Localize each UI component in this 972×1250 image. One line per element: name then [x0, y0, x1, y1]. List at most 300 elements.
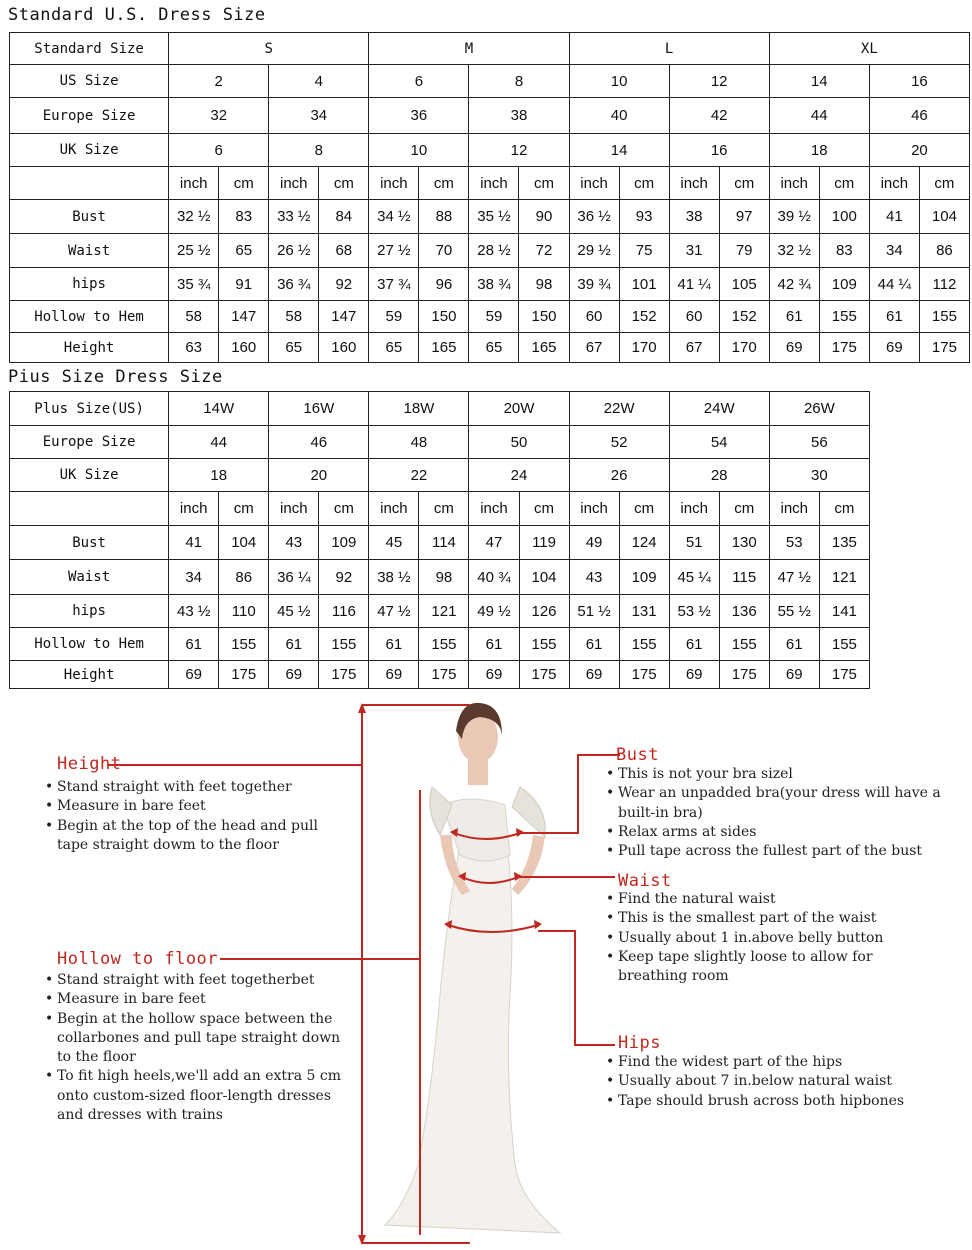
measure-cell: 44 ¼	[869, 268, 919, 301]
measure-row	[10, 333, 970, 363]
measure-cell: 150	[519, 301, 569, 333]
measure-cell: 36 ½	[569, 200, 619, 234]
measure-cell: 29 ½	[569, 234, 619, 268]
dress-shape	[385, 845, 560, 1233]
measure-cell: 119	[519, 526, 569, 560]
size-cell: 12	[669, 65, 769, 98]
size-cell: 36	[369, 98, 469, 134]
size-cell: 22	[369, 459, 469, 492]
measure-cell: 165	[519, 333, 569, 363]
size-cell: 40	[569, 98, 669, 134]
measure-cell: 36 ¼	[269, 560, 319, 595]
guide-bullet-item: • Pull tape across the fullest part of the bust	[606, 842, 966, 861]
plus-size-title: Pius Size Dress Size	[8, 367, 223, 387]
measure-cell: 69	[269, 661, 319, 689]
measure-cell: 61	[169, 628, 219, 661]
measure-row	[10, 595, 870, 628]
guide-bullet-item: • Find the widest part of the hips	[606, 1053, 936, 1072]
bust-arrow-right	[516, 828, 524, 837]
size-cell: 42	[669, 98, 769, 134]
measure-cell: 70	[419, 234, 469, 268]
measure-cell: 51 ½	[569, 595, 619, 628]
size-cell: 14	[569, 134, 669, 167]
measure-cell: 175	[419, 661, 469, 689]
measure-cell: 35 ½	[469, 200, 519, 234]
measure-cell: 35 ¾	[169, 268, 219, 301]
size-cell: 18	[169, 459, 269, 492]
unit-inch-cell: inch	[569, 492, 619, 526]
measure-cell: 38 ½	[369, 560, 419, 595]
measure-cell: 131	[619, 595, 669, 628]
size-cell: 54	[669, 426, 769, 459]
measure-cell: 105	[719, 268, 769, 301]
unit-cm-cell: cm	[519, 167, 569, 200]
row-label: hips	[10, 268, 169, 301]
measure-cell: 32 ½	[769, 234, 819, 268]
guide-bullet-item: • Usually about 7 in.below natural waist	[606, 1072, 936, 1091]
measure-row	[10, 560, 870, 595]
measure-cell: 69	[869, 333, 919, 363]
size-cell: 30	[769, 459, 869, 492]
row-label: Waist	[10, 234, 169, 268]
measure-cell: 34	[169, 560, 219, 595]
unit-cm-cell: cm	[219, 492, 269, 526]
unit-row	[10, 492, 870, 526]
measure-cell: 49 ½	[469, 595, 519, 628]
measure-cell: 100	[819, 200, 869, 234]
size-row	[10, 459, 870, 492]
hollow-guide-list	[45, 971, 350, 1125]
size-cell: 46	[869, 98, 969, 134]
size-cell: 16	[669, 134, 769, 167]
measure-cell: 61	[369, 628, 419, 661]
unit-inch-cell: inch	[469, 167, 519, 200]
row-label: Bust	[10, 200, 169, 234]
row-label: Height	[10, 333, 169, 363]
measure-cell: 91	[219, 268, 269, 301]
measure-cell: 60	[569, 301, 619, 333]
unit-inch-cell: inch	[669, 167, 719, 200]
measure-row	[10, 301, 970, 333]
size-cell: 44	[769, 98, 869, 134]
unit-cm-cell: cm	[819, 167, 869, 200]
measure-cell: 61	[569, 628, 619, 661]
unit-cm-cell: cm	[619, 167, 669, 200]
measure-cell: 55 ½	[769, 595, 819, 628]
measure-cell: 33 ½	[269, 200, 319, 234]
size-cell: 24W	[669, 392, 769, 426]
measure-cell: 40 ¾	[469, 560, 519, 595]
measure-cell: 32 ½	[169, 200, 219, 234]
measure-cell: 60	[669, 301, 719, 333]
measure-cell: 58	[269, 301, 319, 333]
size-cell: 46	[269, 426, 369, 459]
measure-cell: 61	[869, 301, 919, 333]
row-label: Standard Size	[10, 33, 169, 65]
unit-cm-cell: cm	[319, 167, 369, 200]
measure-cell: 160	[219, 333, 269, 363]
size-cell: 16	[869, 65, 969, 98]
hips-guide-list	[606, 1053, 936, 1111]
measure-cell: 79	[719, 234, 769, 268]
measure-cell: 104	[219, 526, 269, 560]
unit-cm-cell: cm	[419, 492, 469, 526]
measure-cell: 61	[769, 628, 819, 661]
size-cell: 12	[469, 134, 569, 167]
measure-cell: 31	[669, 234, 719, 268]
measure-row	[10, 628, 870, 661]
size-cell: 38	[469, 98, 569, 134]
unit-cm-cell: cm	[519, 492, 569, 526]
unit-cm-cell: cm	[319, 492, 369, 526]
measure-cell: 65	[219, 234, 269, 268]
measure-cell: 39 ¾	[569, 268, 619, 301]
measure-cell: 101	[619, 268, 669, 301]
measure-cell: 96	[419, 268, 469, 301]
unit-cm-cell: cm	[719, 167, 769, 200]
size-cell: 14	[769, 65, 869, 98]
size-cell: 20	[269, 459, 369, 492]
measure-cell: 165	[419, 333, 469, 363]
measure-cell: 45	[369, 526, 419, 560]
size-row	[10, 426, 870, 459]
measure-cell: 130	[719, 526, 769, 560]
measure-cell: 150	[419, 301, 469, 333]
measure-cell: 109	[319, 526, 369, 560]
measure-cell: 175	[219, 661, 269, 689]
hips-arrow-right	[534, 920, 542, 929]
measure-cell: 28 ½	[469, 234, 519, 268]
guide-bullet-item: • Wear an unpadded bra(your dress will have a built-in bra)	[606, 784, 966, 823]
measure-cell: 61	[469, 628, 519, 661]
size-row	[10, 98, 970, 134]
measure-cell: 135	[819, 526, 869, 560]
measure-cell: 47 ½	[369, 595, 419, 628]
measure-cell: 65	[469, 333, 519, 363]
measure-cell: 121	[419, 595, 469, 628]
measure-cell: 83	[819, 234, 869, 268]
measure-cell: 155	[219, 628, 269, 661]
measure-cell: 65	[269, 333, 319, 363]
unit-inch-cell: inch	[469, 492, 519, 526]
size-cell: 24	[469, 459, 569, 492]
empty-cell	[10, 167, 169, 200]
measure-cell: 61	[669, 628, 719, 661]
row-label: UK Size	[10, 134, 169, 167]
size-cell: 20W	[469, 392, 569, 426]
measure-cell: 126	[519, 595, 569, 628]
measure-cell: 175	[819, 333, 869, 363]
measurement-guide	[0, 695, 972, 1250]
measure-cell: 75	[619, 234, 669, 268]
row-label: Waist	[10, 560, 169, 595]
size-group-row	[10, 33, 970, 65]
measure-cell: 61	[269, 628, 319, 661]
row-label: Europe Size	[10, 426, 169, 459]
measure-cell: 41	[869, 200, 919, 234]
measure-cell: 115	[719, 560, 769, 595]
measure-cell: 170	[619, 333, 669, 363]
size-group-cell: XL	[769, 33, 969, 65]
measure-cell: 72	[519, 234, 569, 268]
measure-cell: 98	[519, 268, 569, 301]
size-cell: 8	[269, 134, 369, 167]
guide-bullet-item: • This is the smallest part of the waist	[606, 909, 936, 928]
measure-cell: 69	[169, 661, 219, 689]
measure-cell: 155	[319, 628, 369, 661]
waist-guide-list	[606, 890, 936, 986]
row-label: Hollow to Hem	[10, 628, 169, 661]
measure-cell: 47	[469, 526, 519, 560]
measure-row	[10, 526, 870, 560]
guide-bullet-item: • Measure in bare feet	[45, 797, 350, 816]
measure-cell: 69	[769, 333, 819, 363]
size-cell: 20	[869, 134, 969, 167]
measure-cell: 38 ¾	[469, 268, 519, 301]
measure-cell: 26 ½	[269, 234, 319, 268]
measure-cell: 155	[719, 628, 769, 661]
unit-inch-cell: inch	[669, 492, 719, 526]
row-label: UK Size	[10, 459, 169, 492]
size-cell: 2	[169, 65, 269, 98]
size-row	[10, 134, 970, 167]
unit-inch-cell: inch	[169, 167, 219, 200]
size-cell: 32	[169, 98, 269, 134]
measure-row	[10, 234, 970, 268]
unit-cm-cell: cm	[819, 492, 869, 526]
measure-cell: 155	[819, 628, 869, 661]
measure-cell: 42 ¾	[769, 268, 819, 301]
measure-cell: 155	[519, 628, 569, 661]
bust-guide-list	[606, 765, 966, 861]
measure-cell: 97	[719, 200, 769, 234]
measure-cell: 110	[219, 595, 269, 628]
measure-cell: 116	[319, 595, 369, 628]
measure-cell: 152	[719, 301, 769, 333]
measure-cell: 109	[819, 268, 869, 301]
size-cell: 14W	[169, 392, 269, 426]
row-label: Plus Size(US)	[10, 392, 169, 426]
measure-cell: 36 ¾	[269, 268, 319, 301]
measure-cell: 58	[169, 301, 219, 333]
measure-cell: 39 ½	[769, 200, 819, 234]
measure-cell: 136	[719, 595, 769, 628]
measure-cell: 121	[819, 560, 869, 595]
measure-cell: 152	[619, 301, 669, 333]
measure-cell: 67	[669, 333, 719, 363]
measure-cell: 68	[319, 234, 369, 268]
unit-inch-cell: inch	[169, 492, 219, 526]
measure-cell: 170	[719, 333, 769, 363]
size-cell: 34	[269, 98, 369, 134]
unit-inch-cell: inch	[369, 492, 419, 526]
measure-cell: 109	[619, 560, 669, 595]
measure-cell: 84	[319, 200, 369, 234]
row-label: Hollow to Hem	[10, 301, 169, 333]
measure-cell: 43 ½	[169, 595, 219, 628]
height-guide-list	[45, 778, 350, 855]
measure-cell: 69	[569, 661, 619, 689]
size-cell: 26W	[769, 392, 869, 426]
size-cell: 56	[769, 426, 869, 459]
guide-bullet-item: • Begin at the top of the head and pull tape straight dowm to the floor	[45, 817, 350, 856]
measure-cell: 175	[619, 661, 669, 689]
measure-cell: 86	[919, 234, 969, 268]
measure-cell: 43	[569, 560, 619, 595]
size-cell: 10	[369, 134, 469, 167]
measure-cell: 98	[419, 560, 469, 595]
measure-cell: 104	[519, 560, 569, 595]
guide-bullet-item: • Stand straight with feet together	[45, 778, 350, 797]
unit-inch-cell: inch	[869, 167, 919, 200]
measure-cell: 155	[819, 301, 869, 333]
guide-bullet-item: • Tape should brush across both hipbones	[606, 1092, 936, 1111]
size-cell: 18	[769, 134, 869, 167]
measure-cell: 141	[819, 595, 869, 628]
size-cell: 48	[369, 426, 469, 459]
size-cell: 22W	[569, 392, 669, 426]
measure-cell: 43	[269, 526, 319, 560]
measure-cell: 59	[369, 301, 419, 333]
measure-cell: 53	[769, 526, 819, 560]
size-cell: 28	[669, 459, 769, 492]
unit-inch-cell: inch	[369, 167, 419, 200]
row-label: Europe Size	[10, 98, 169, 134]
unit-cm-cell: cm	[219, 167, 269, 200]
unit-row	[10, 167, 970, 200]
measure-cell: 27 ½	[369, 234, 419, 268]
size-cell: 4	[269, 65, 369, 98]
measure-row	[10, 661, 870, 689]
unit-cm-cell: cm	[419, 167, 469, 200]
measure-cell: 92	[319, 268, 369, 301]
measure-cell: 34	[869, 234, 919, 268]
row-label: hips	[10, 595, 169, 628]
bust-guide-title: Bust	[616, 745, 659, 765]
measure-cell: 51	[669, 526, 719, 560]
row-label: Height	[10, 661, 169, 689]
unit-cm-cell: cm	[619, 492, 669, 526]
measure-cell: 114	[419, 526, 469, 560]
measure-cell: 88	[419, 200, 469, 234]
measure-cell: 65	[369, 333, 419, 363]
measure-cell: 104	[919, 200, 969, 234]
measure-cell: 47 ½	[769, 560, 819, 595]
guide-bullet-item: • Find the natural waist	[606, 890, 936, 909]
measure-cell: 69	[669, 661, 719, 689]
guide-bullet-item: • Relax arms at sides	[606, 823, 966, 842]
unit-inch-cell: inch	[769, 492, 819, 526]
measure-cell: 175	[719, 661, 769, 689]
waist-guide-title: Waist	[618, 871, 672, 891]
size-cell: 52	[569, 426, 669, 459]
measure-cell: 147	[219, 301, 269, 333]
size-cell: 6	[169, 134, 269, 167]
measure-cell: 175	[919, 333, 969, 363]
measure-cell: 38	[669, 200, 719, 234]
standard-size-table	[9, 32, 970, 363]
size-row	[10, 392, 870, 426]
measure-cell: 49	[569, 526, 619, 560]
size-group-cell: M	[369, 33, 569, 65]
measure-cell: 160	[319, 333, 369, 363]
measure-cell: 155	[419, 628, 469, 661]
empty-cell	[10, 492, 169, 526]
measure-row	[10, 200, 970, 234]
hips-guide-title: Hips	[618, 1033, 661, 1053]
measure-cell: 67	[569, 333, 619, 363]
hollow-guide-title: Hollow to floor	[57, 949, 219, 969]
dress-figure	[385, 703, 560, 1233]
right-arm	[512, 835, 545, 895]
guide-bullet-item: • Usually about 1 in.above belly button	[606, 929, 936, 948]
guide-bullet-item: • This is not your bra sizel	[606, 765, 966, 784]
measure-cell: 155	[919, 301, 969, 333]
measure-cell: 83	[219, 200, 269, 234]
size-group-cell: L	[569, 33, 769, 65]
measure-cell: 37 ¾	[369, 268, 419, 301]
guide-bullet-item: • To fit high heels,we'll add an extra 5 cm onto custom-sized floor-length dresses and dresses with trains	[45, 1067, 350, 1125]
height-guide-title: Height	[57, 754, 122, 774]
size-cell: 18W	[369, 392, 469, 426]
measure-cell: 175	[819, 661, 869, 689]
measure-cell: 175	[519, 661, 569, 689]
measure-cell: 93	[619, 200, 669, 234]
size-cell: 10	[569, 65, 669, 98]
measure-cell: 86	[219, 560, 269, 595]
size-row	[10, 65, 970, 98]
measure-cell: 155	[619, 628, 669, 661]
measure-cell: 147	[319, 301, 369, 333]
measure-cell: 53 ½	[669, 595, 719, 628]
guide-bullet-item: • Begin at the hollow space between the collarbones and pull tape straight down to the floor	[45, 1010, 350, 1068]
size-cell: 8	[469, 65, 569, 98]
unit-inch-cell: inch	[569, 167, 619, 200]
measure-cell: 59	[469, 301, 519, 333]
measure-cell: 112	[919, 268, 969, 301]
size-cell: 16W	[269, 392, 369, 426]
measure-cell: 45 ¼	[669, 560, 719, 595]
row-label: US Size	[10, 65, 169, 98]
unit-cm-cell: cm	[919, 167, 969, 200]
measure-cell: 90	[519, 200, 569, 234]
measure-cell: 175	[319, 661, 369, 689]
unit-inch-cell: inch	[769, 167, 819, 200]
guide-bullet-item: • Keep tape slightly loose to allow for breathing room	[606, 948, 936, 987]
measure-cell: 25 ½	[169, 234, 219, 268]
size-cell: 44	[169, 426, 269, 459]
measure-cell: 34 ½	[369, 200, 419, 234]
measure-cell: 61	[769, 301, 819, 333]
measure-cell: 63	[169, 333, 219, 363]
size-cell: 50	[469, 426, 569, 459]
measure-cell: 69	[469, 661, 519, 689]
measure-row	[10, 268, 970, 301]
unit-inch-cell: inch	[269, 167, 319, 200]
measure-cell: 92	[319, 560, 369, 595]
hips-connector	[538, 931, 615, 1045]
measure-cell: 124	[619, 526, 669, 560]
measure-cell: 41	[169, 526, 219, 560]
size-cell: 6	[369, 65, 469, 98]
measure-cell: 69	[369, 661, 419, 689]
unit-cm-cell: cm	[719, 492, 769, 526]
measure-cell: 45 ½	[269, 595, 319, 628]
measure-cell: 41 ¼	[669, 268, 719, 301]
standard-size-title: Standard U.S. Dress Size	[8, 5, 266, 25]
size-cell: 26	[569, 459, 669, 492]
unit-inch-cell: inch	[269, 492, 319, 526]
